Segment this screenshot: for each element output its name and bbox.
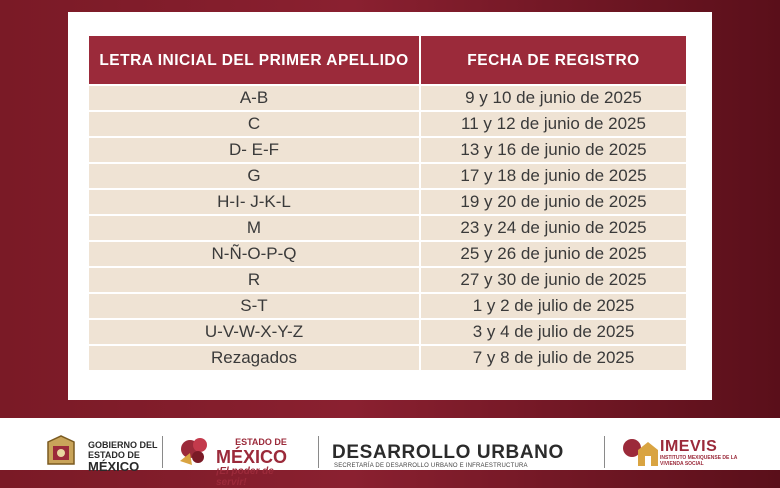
- date-cell: 27 y 30 de junio de 2025: [420, 267, 686, 293]
- imevis-name: IMEVIS: [660, 438, 718, 455]
- footer-divider: [318, 436, 319, 468]
- table-row: [89, 241, 686, 267]
- house-icon: [618, 434, 658, 468]
- date-cell: 11 y 12 de junio de 2025: [420, 111, 686, 137]
- table-row: [89, 163, 686, 189]
- imevis-logo-text: [660, 438, 744, 467]
- letter-cell: Rezagados: [89, 345, 420, 370]
- date-cell: 7 y 8 de julio de 2025: [420, 345, 686, 370]
- gobierno-edomex-logo-text: [88, 440, 158, 473]
- letter-cell: U-V-W-X-Y-Z: [89, 319, 420, 345]
- gob-line-1: GOBIERNO DEL: [88, 440, 158, 450]
- edomex-flower-icon: [176, 433, 216, 469]
- date-cell: 3 y 4 de julio de 2025: [420, 319, 686, 345]
- letter-cell: A-B: [89, 85, 420, 111]
- date-cell: 13 y 16 de junio de 2025: [420, 137, 686, 163]
- table-row: [89, 267, 686, 293]
- letter-cell: S-T: [89, 293, 420, 319]
- schedule-card: [68, 12, 712, 400]
- date-cell: 17 y 18 de junio de 2025: [420, 163, 686, 189]
- table-row: [89, 111, 686, 137]
- date-cell: 19 y 20 de junio de 2025: [420, 189, 686, 215]
- table-row: [89, 85, 686, 111]
- registration-schedule-table: [89, 36, 686, 370]
- header-initial-letter: LETRA INICIAL DEL PRIMER APELLIDO: [89, 36, 420, 85]
- desarrollo-urbano-subtitle: SECRETARÍA DE DESARROLLO URBANO E INFRAESTRUCTURA: [334, 463, 528, 469]
- desarrollo-urbano-title: DESARROLLO URBANO: [332, 442, 564, 463]
- edomex-big: MÉXICO: [216, 447, 288, 467]
- table-row: [89, 319, 686, 345]
- letter-cell: H-I- J-K-L: [89, 189, 420, 215]
- state-shield-icon: [42, 434, 80, 470]
- footer-divider: [604, 436, 605, 468]
- table-row: [89, 137, 686, 163]
- date-cell: 9 y 10 de junio de 2025: [420, 85, 686, 111]
- gob-line-3: MÉXICO: [88, 459, 140, 474]
- edomex-small: ESTADO DE: [235, 437, 287, 447]
- letter-cell: C: [89, 111, 420, 137]
- date-cell: 25 y 26 de junio de 2025: [420, 241, 686, 267]
- letter-cell: D- E-F: [89, 137, 420, 163]
- table-row: [89, 293, 686, 319]
- table-row: [89, 345, 686, 370]
- date-cell: 1 y 2 de julio de 2025: [420, 293, 686, 319]
- header-registration-date: FECHA DE REGISTRO: [420, 36, 686, 85]
- letter-cell: R: [89, 267, 420, 293]
- table-row: [89, 215, 686, 241]
- table-row: [89, 189, 686, 215]
- imevis-full-name: INSTITUTO MEXIQUENSE DE LA VIVIENDA SOCIAL: [660, 455, 738, 467]
- letter-cell: N-Ñ-O-P-Q: [89, 241, 420, 267]
- estado-de-mexico-logo-text: [216, 437, 306, 488]
- date-cell: 23 y 24 de junio de 2025: [420, 215, 686, 241]
- footer-divider: [162, 436, 163, 468]
- edomex-slogan: ¡El poder de servir!: [216, 466, 274, 488]
- table-header-row: [89, 36, 686, 85]
- footer-logo-bar: [0, 418, 780, 488]
- letter-cell: M: [89, 215, 420, 241]
- gob-line-2: ESTADO DE: [88, 450, 140, 460]
- letter-cell: G: [89, 163, 420, 189]
